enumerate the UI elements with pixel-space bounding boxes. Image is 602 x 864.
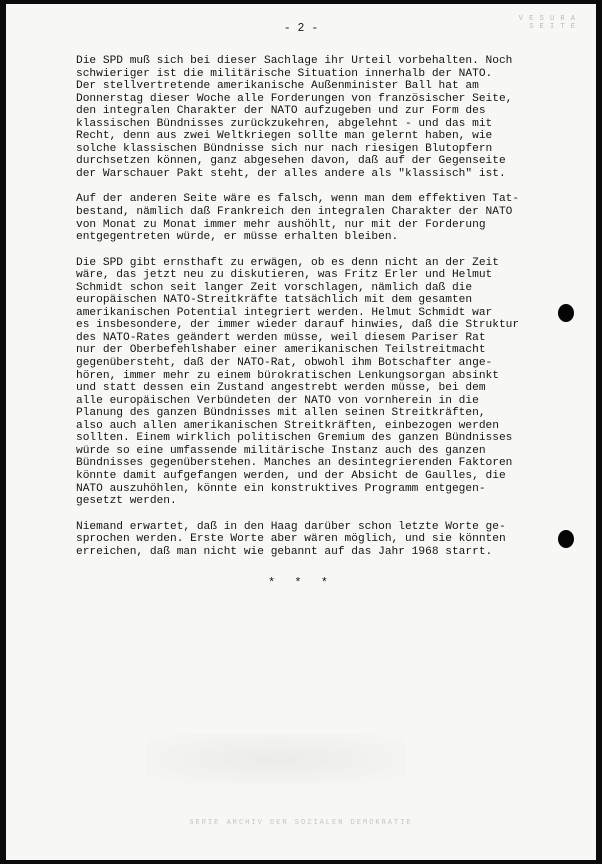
text-line: NATO auszuhöhlen, könnte ein konstruktives Programm entgegen-	[76, 482, 486, 495]
text-line: Niemand erwartet, daß in den Haag darüber schon letzte Worte ge-	[76, 520, 506, 533]
stamp-line: V E S U R A	[518, 15, 576, 23]
text-line: nur der Oberbefehlshaber einer amerikanischen Teilstreitmacht	[76, 344, 486, 357]
text-line: durchsetzen können, ganz abgesehen davon, daß auf der Gegenseite	[76, 155, 506, 168]
text-line: gesetzt werden.	[76, 495, 177, 508]
text-line: und statt dessen ein Zustand angestrebt werden müsse, bei dem	[76, 382, 486, 395]
text-line: entgegentreten würde, er müsse erhalten bleiben.	[76, 231, 399, 244]
text-line: wäre, das jetzt neu zu diskutieren, was Fritz Erler und Helmut	[76, 269, 493, 282]
text-line: Schmidt schon seit langer Zeit vorschlagen, nämlich daß die	[76, 281, 473, 294]
paragraph	[76, 257, 556, 508]
text-line: schwieriger ist die militärische Situation innerhalb der NATO.	[76, 67, 493, 80]
text-line: des NATO-Rates geändert werden müsse, weil diesem Pariser Rat	[76, 331, 486, 344]
text-line: Die SPD muß sich bei dieser Sachlage ihr Urteil vorbehalten. Noch	[76, 55, 513, 67]
text-line: alle europäischen Verbündeten der NATO von vornherein in die	[76, 394, 479, 407]
text-line: Donnerstag dieser Woche alle Forderungen von französischer Seite,	[76, 92, 513, 105]
text-line: den integralen Charakter der NATO aufzugeben und zur Form des	[76, 105, 486, 118]
text-line: gegenübersteht, daß der NATO-Rat, obwohl ihm Botschafter ange-	[76, 357, 493, 370]
text-line: könnte damit aufgefangen werden, und der Absicht de Gaulles, die	[76, 469, 506, 482]
text-line: hören, immer mehr zu einem bürokratischen Lenkungsorgan absinkt	[76, 369, 499, 382]
section-separator: * * *	[267, 576, 334, 590]
document-body	[76, 55, 556, 571]
text-line: der Warschauer Pakt steht, der alles andere als "klassisch" ist.	[76, 167, 506, 180]
archive-footer: SERIE ARCHIV DER SOZIALEN DEMOKRATIE	[189, 819, 413, 827]
page-number: - 2 -	[283, 22, 319, 35]
paragraph	[76, 193, 556, 243]
punch-hole	[558, 304, 574, 322]
text-line: solche klassischen Bündnisse sich nur nach riesigen Blutopfern	[76, 142, 493, 155]
text-line: Planung des ganzen Bündnisses mit allen seinen Streitkräften,	[76, 407, 486, 420]
text-line: sprochen werden. Erste Worte aber wären möglich, und sie könnten	[76, 533, 506, 546]
text-line: sollten. Einem wirklich politischen Gremium des ganzen Bündnisses	[76, 432, 513, 445]
text-line: Der stellvertretende amerikanische Außenminister Ball hat am	[76, 80, 479, 93]
text-line: Recht, denn aus zwei Weltkriegen sollte man gelernt haben, wie	[76, 130, 493, 143]
punch-hole	[558, 530, 574, 548]
document-page	[6, 4, 596, 860]
text-line: erreichen, daß man nicht wie gebannt auf das Jahr 1968 starrt.	[76, 545, 493, 558]
text-line: Bündnisses gegenüberstehen. Manches an desintegrierenden Faktoren	[76, 457, 513, 470]
text-line: es insbesondere, der immer wieder darauf hinwies, daß die Struktur	[76, 319, 520, 332]
text-line: Die SPD gibt ernsthaft zu erwägen, ob es denn nicht an der Zeit	[76, 256, 499, 269]
scan-smudge	[146, 734, 406, 784]
text-line: Auf der anderen Seite wäre es falsch, wenn man dem effektiven Tat-	[76, 193, 520, 206]
text-line: bestand, nämlich daß Frankreich den integralen Charakter der NATO	[76, 206, 513, 219]
stamp-line: S E I T E	[529, 22, 576, 31]
text-line: von Monat zu Monat immer mehr aushöhlt, nur mit der Forderung	[76, 218, 486, 231]
paragraph	[76, 521, 556, 559]
text-line: würde so eine umfassende militärische Instanz auch des ganzen	[76, 444, 486, 457]
text-line: amerikanischen Potential integriert werden. Helmut Schmidt war	[76, 306, 493, 319]
text-line: klassischen Bündnisses zurückzukehren, abgelehnt - und das mit	[76, 117, 493, 130]
text-line: europäischen NATO-Streitkräfte tatsächlich mit dem gesamten	[76, 294, 473, 307]
text-line: also auch allen amerikanischen Streitkräften, einbezogen werden	[76, 419, 499, 432]
paragraph	[76, 55, 556, 180]
